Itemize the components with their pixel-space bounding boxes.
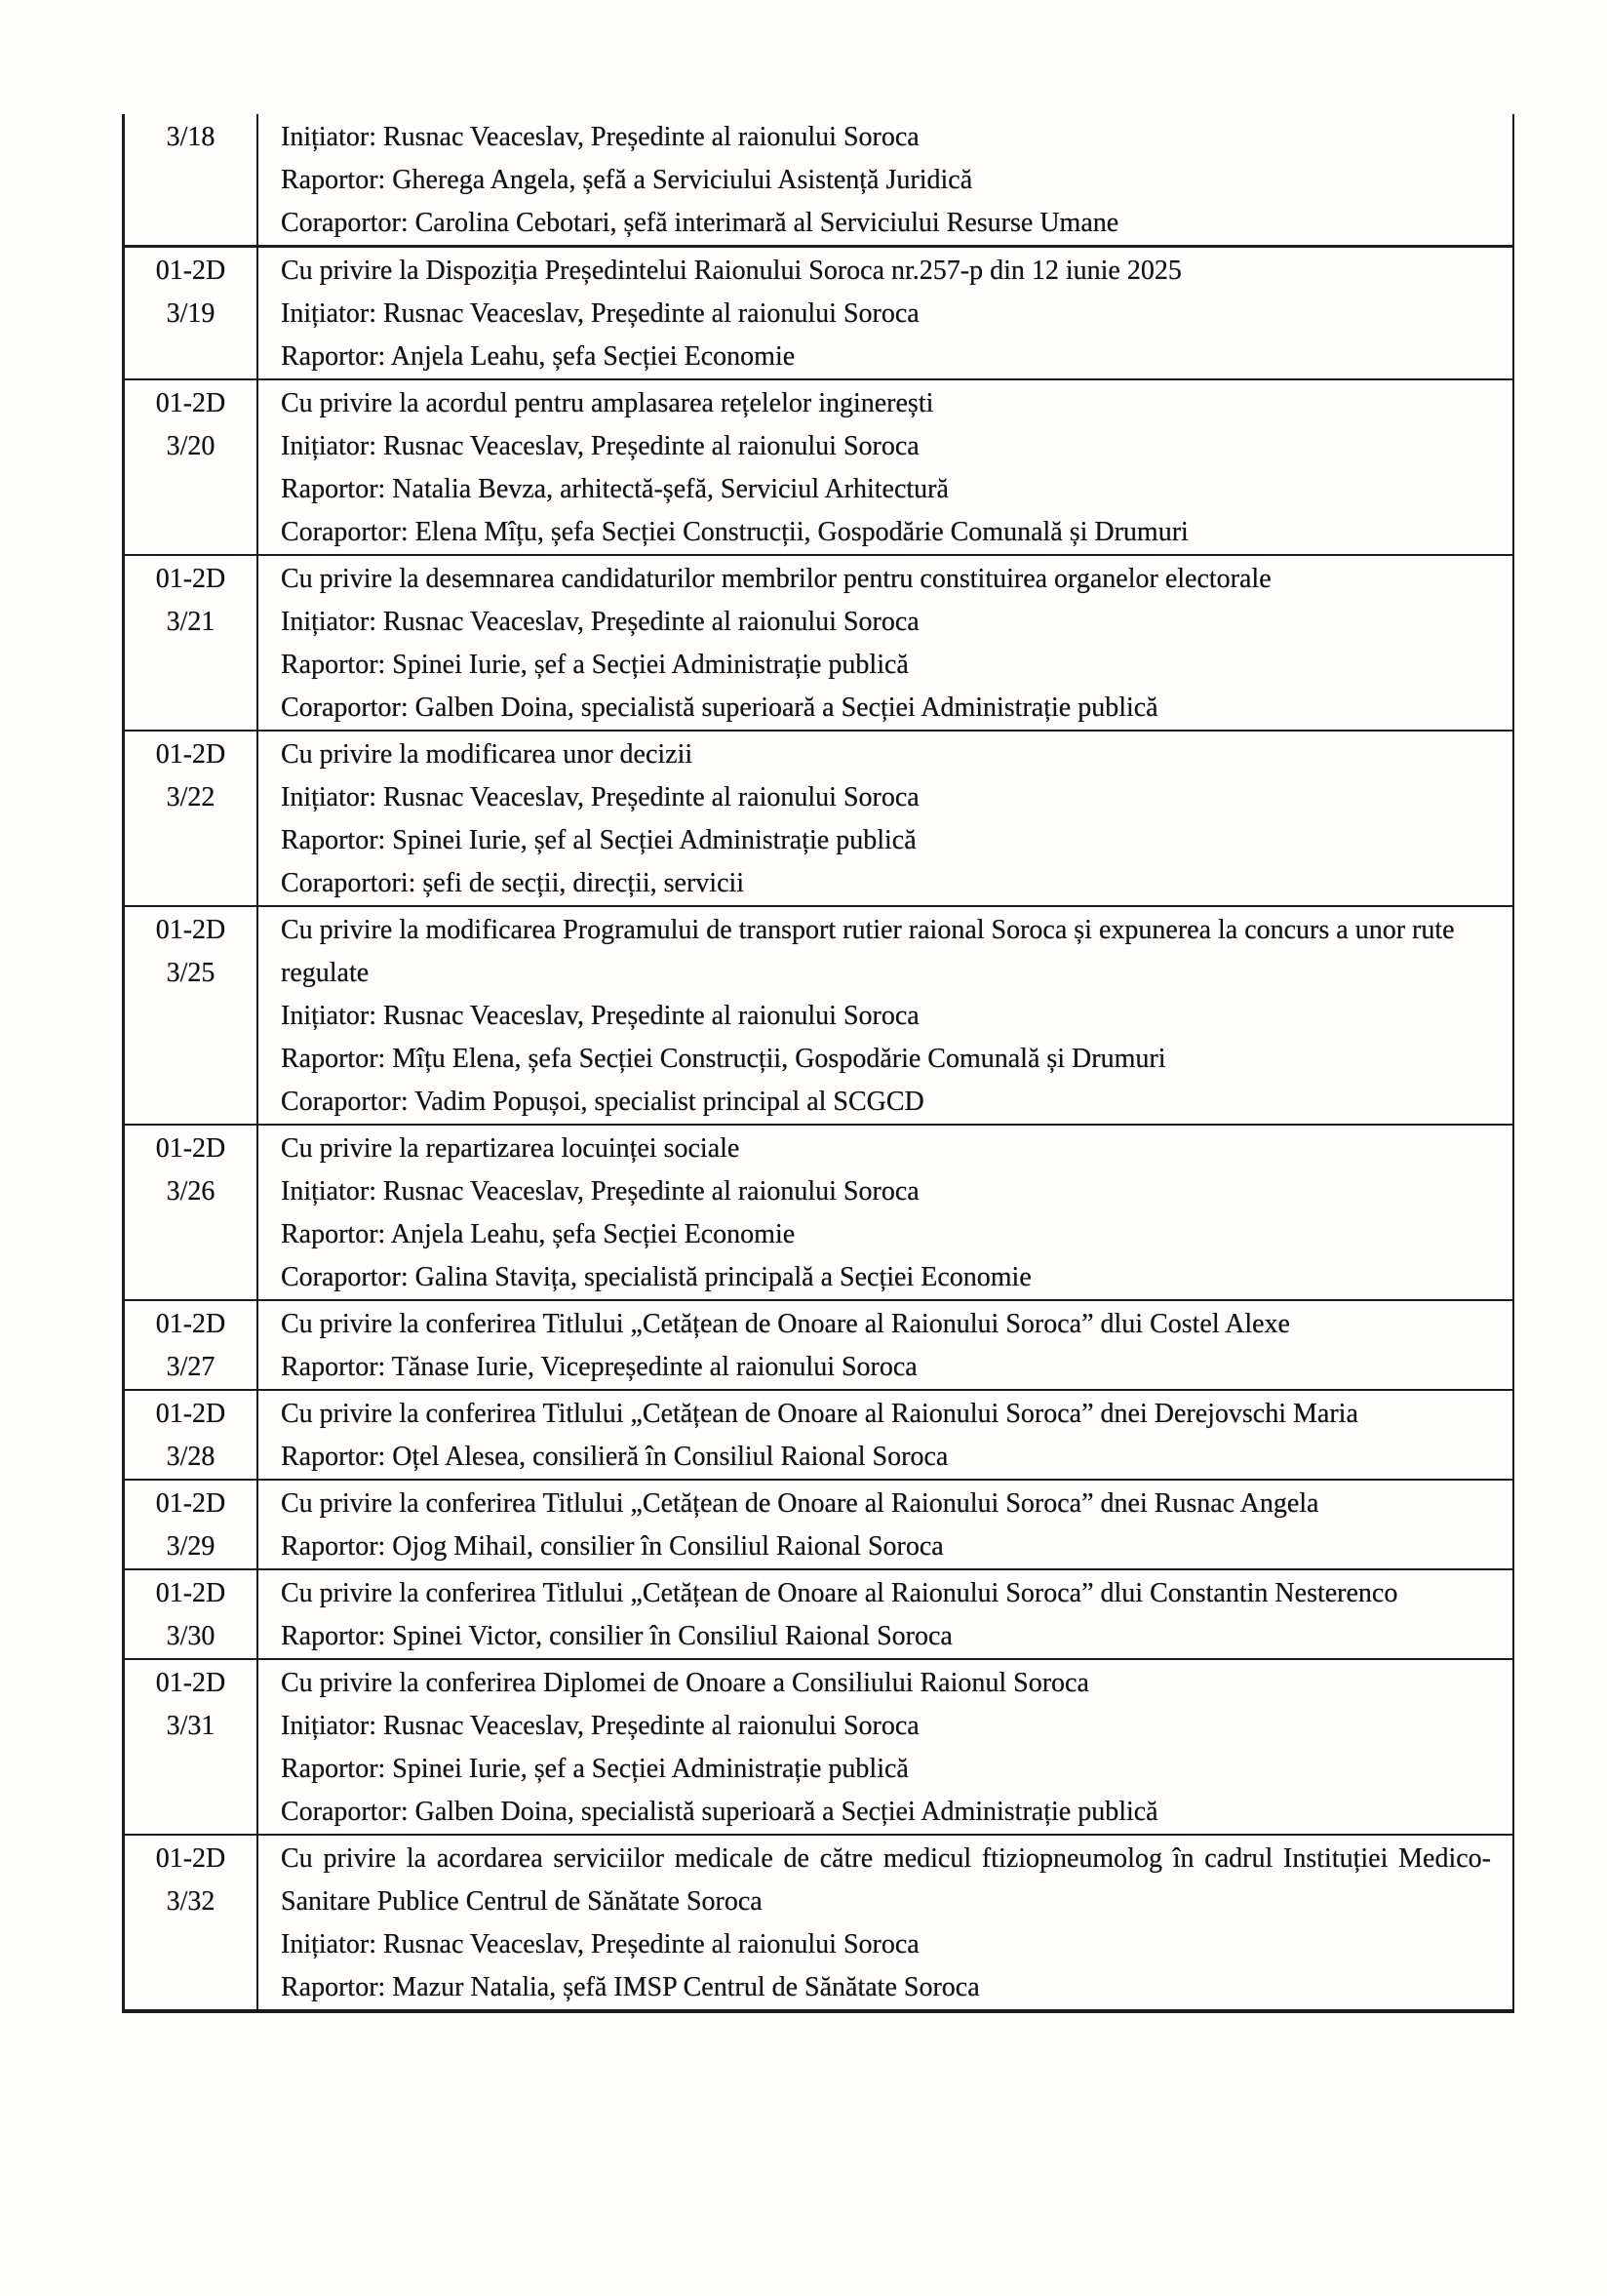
- agenda-line: Cu privire la repartizarea locuinței sociale: [281, 1133, 740, 1164]
- case-id-bottom: 3/30: [166, 1621, 216, 1651]
- case-id-bottom: 3/20: [166, 431, 216, 461]
- agenda-line: Raportor: Anjela Leahu, șefa Secției Economie: [281, 1219, 796, 1249]
- agenda-line: Cu privire la conferirea Titlului „Cetățean de Onoare al Raionului Soroca” dnei Derejovschi Maria: [281, 1399, 1358, 1429]
- case-id-cell: [125, 907, 258, 1124]
- content-cell: [258, 1660, 1512, 1834]
- agenda-line: Coraportor: Vadim Popușoi, specialist principal al SCGCD: [281, 1087, 924, 1117]
- case-id-top: 01-2D: [155, 256, 226, 286]
- table-row: [125, 556, 1512, 732]
- case-id-top: 01-2D: [155, 1578, 226, 1608]
- case-id-top: 01-2D: [155, 739, 226, 770]
- agenda-line: Cu privire la conferirea Titlului „Cetățean de Onoare al Raionului Soroca” dlui Costel Alexe: [281, 1309, 1290, 1339]
- agenda-line: Cu privire la modificarea Programului de transport rutier raional Soroca și expunerea la concurs a unor rute regulate: [281, 915, 1455, 988]
- case-id-cell: [125, 1570, 258, 1658]
- case-id-cell: [125, 732, 258, 905]
- table-row: [125, 1660, 1512, 1836]
- table-row: [125, 907, 1512, 1126]
- agenda-line: Inițiator: Rusnac Veaceslav, Președinte al raionului Soroca: [281, 1001, 920, 1031]
- agenda-line: Raportor: Gherega Angela, șefă a Serviciului Asistență Juridică: [281, 165, 973, 195]
- case-id-cell: [125, 1301, 258, 1389]
- case-id-cell: [125, 1660, 258, 1834]
- case-id-top: 3/18: [166, 122, 216, 152]
- case-id-bottom: 3/25: [166, 958, 216, 988]
- case-id-bottom: 3/26: [166, 1176, 216, 1207]
- table-row: [125, 1481, 1512, 1570]
- agenda-line: Cu privire la acordul pentru amplasarea rețelelor inginerești: [281, 388, 934, 418]
- agenda-line: Cu privire la conferirea Titlului „Cetățean de Onoare al Raionului Soroca” dnei Rusnac Angela: [281, 1488, 1319, 1519]
- agenda-line: Inițiator: Rusnac Veaceslav, Președinte al raionului Soroca: [281, 1929, 920, 1960]
- content-cell: [258, 1570, 1512, 1658]
- agenda-line: Cu privire la acordarea serviciilor medicale de către medicul ftiziopneumolog în cadrul Instituției Medico-Sanitare Publice Centrul de Sănătate Soroca: [281, 1843, 1491, 1917]
- table-row: [125, 1126, 1512, 1301]
- agenda-line: Raportor: Spinei Victor, consilier în Consiliul Raional Soroca: [281, 1621, 953, 1651]
- agenda-line: Cu privire la modificarea unor decizii: [281, 739, 693, 770]
- content-cell: [258, 1391, 1512, 1479]
- content-cell: [258, 248, 1512, 378]
- table-row: [125, 380, 1512, 556]
- case-id-cell: [125, 248, 258, 378]
- case-id-top: 01-2D: [155, 915, 226, 945]
- table-row: [125, 732, 1512, 907]
- agenda-line: Inițiator: Rusnac Veaceslav, Președinte al raionului Soroca: [281, 607, 920, 637]
- case-id-top: 01-2D: [155, 1488, 226, 1519]
- agenda-line: Raportor: Anjela Leahu, șefa Secției Economie: [281, 341, 796, 372]
- table-row: [125, 248, 1512, 380]
- agenda-line: Coraportor: Galina Stavița, specialistă principală a Secției Economie: [281, 1262, 1032, 1292]
- case-id-bottom: 3/31: [166, 1711, 216, 1741]
- case-id-top: 01-2D: [155, 1399, 226, 1429]
- case-id-cell: [125, 114, 258, 245]
- agenda-line: Raportor: Ojog Mihail, consilier în Consiliul Raional Soroca: [281, 1531, 944, 1562]
- content-cell: [258, 1836, 1512, 2009]
- agenda-line: Raportor: Spinei Iurie, șef al Secției Administrație publică: [281, 825, 917, 855]
- agenda-line: Raportor: Spinei Iurie, șef a Secției Administrație publică: [281, 1754, 909, 1784]
- agenda-line: Coraportor: Carolina Cebotari, șefă interimară al Serviciului Resurse Umane: [281, 208, 1119, 238]
- agenda-line: Coraportor: Galben Doina, specialistă superioară a Secției Administrație publică: [281, 693, 1158, 723]
- case-id-top: 01-2D: [155, 1309, 226, 1339]
- case-id-cell: [125, 380, 258, 554]
- agenda-line: Inițiator: Rusnac Veaceslav, Președinte al raionului Soroca: [281, 1711, 920, 1741]
- case-id-bottom: 3/28: [166, 1442, 216, 1472]
- agenda-line: Raportor: Spinei Iurie, șef a Secției Administrație publică: [281, 650, 909, 680]
- agenda-line: Raportor: Mîțu Elena, șefa Secției Construcții, Gospodărie Comunală și Drumuri: [281, 1044, 1166, 1074]
- content-cell: [258, 114, 1512, 245]
- case-id-top: 01-2D: [155, 1668, 226, 1698]
- case-id-cell: [125, 1836, 258, 2009]
- case-id-bottom: 3/27: [166, 1352, 216, 1382]
- content-cell: [258, 1481, 1512, 1568]
- agenda-line: Coraportori: șefi de secții, direcții, servicii: [281, 868, 745, 898]
- agenda-line: Inițiator: Rusnac Veaceslav, Președinte al raionului Soroca: [281, 782, 920, 812]
- content-cell: [258, 380, 1512, 554]
- agenda-line: Coraportor: Elena Mîțu, șefa Secției Construcții, Gospodărie Comunală și Drumuri: [281, 517, 1189, 547]
- case-id-bottom: 3/21: [166, 607, 216, 637]
- table-row: [125, 1301, 1512, 1391]
- content-cell: [258, 1301, 1512, 1389]
- agenda-line: Cu privire la Dispoziția Președintelui Raionului Soroca nr.257-p din 12 iunie 2025: [281, 256, 1182, 286]
- case-id-bottom: 3/19: [166, 298, 216, 329]
- content-cell: [258, 907, 1512, 1124]
- agenda-line: Inițiator: Rusnac Veaceslav, Președinte al raionului Soroca: [281, 1176, 920, 1207]
- case-id-cell: [125, 556, 258, 730]
- agenda-line: Inițiator: Rusnac Veaceslav, Președinte al raionului Soroca: [281, 122, 920, 152]
- table-row: [125, 114, 1512, 248]
- table-row: [125, 1836, 1512, 2009]
- case-id-top: 01-2D: [155, 388, 226, 418]
- case-id-cell: [125, 1481, 258, 1568]
- case-id-cell: [125, 1391, 258, 1479]
- table-row: [125, 1570, 1512, 1660]
- content-cell: [258, 1126, 1512, 1299]
- content-cell: [258, 556, 1512, 730]
- agenda-line: Raportor: Natalia Bevza, arhitectă-șefă, Serviciul Arhitectură: [281, 474, 949, 504]
- case-id-top: 01-2D: [155, 1133, 226, 1164]
- case-id-bottom: 3/32: [166, 1886, 216, 1917]
- case-id-top: 01-2D: [155, 1843, 226, 1874]
- case-id-bottom: 3/22: [166, 782, 216, 812]
- agenda-line: Raportor: Oțel Alesea, consilieră în Consiliul Raional Soroca: [281, 1442, 949, 1472]
- content-cell: [258, 732, 1512, 905]
- agenda-line: Inițiator: Rusnac Veaceslav, Președinte al raionului Soroca: [281, 298, 920, 329]
- agenda-line: Raportor: Tănase Iurie, Vicepreședinte al raionului Soroca: [281, 1352, 918, 1382]
- agenda-line: Coraportor: Galben Doina, specialistă superioară a Secției Administrație publică: [281, 1797, 1158, 1827]
- agenda-line: Raportor: Mazur Natalia, șefă IMSP Centrul de Sănătate Soroca: [281, 1972, 980, 2002]
- agenda-line: Cu privire la desemnarea candidaturilor membrilor pentru constituirea organelor electorale: [281, 564, 1272, 594]
- case-id-bottom: 3/29: [166, 1531, 216, 1562]
- case-id-cell: [125, 1126, 258, 1299]
- document-table: [122, 114, 1514, 2013]
- agenda-line: Cu privire la conferirea Diplomei de Onoare a Consiliului Raionul Soroca: [281, 1668, 1089, 1698]
- case-id-top: 01-2D: [155, 564, 226, 594]
- table-row: [125, 1391, 1512, 1481]
- agenda-line: Inițiator: Rusnac Veaceslav, Președinte al raionului Soroca: [281, 431, 920, 461]
- agenda-line: Cu privire la conferirea Titlului „Cetățean de Onoare al Raionului Soroca” dlui Constantin Nesterenco: [281, 1578, 1398, 1608]
